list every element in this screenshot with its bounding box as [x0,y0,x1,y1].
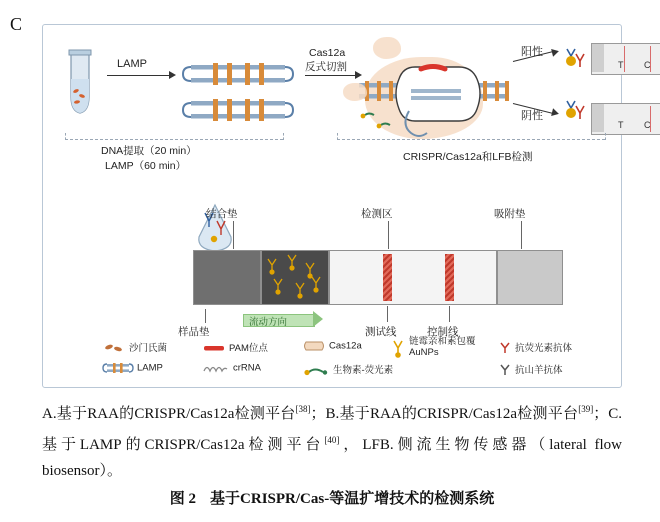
label-sample-pad: 样品垫 [178,326,210,338]
caption-ref-39: [39] [578,404,594,414]
legend-item-aunps [391,336,476,358]
cas12a-arrow [305,75,355,76]
legend [103,336,573,384]
figure-caption [42,396,622,484]
cas12a-step-label-1: Cas12a [309,47,346,59]
label-test-line: 测试线 [365,326,397,338]
figure-panel-c [42,24,651,388]
stage-label-left-1: DNA提取（20 min） [101,145,197,157]
lamp-arrow [107,75,169,76]
legend-label-lamp: LAMP [137,362,163,374]
legend-label-aunps-1: 链霉亲和素包覆 [409,336,476,347]
leader-sample-pad [205,309,206,323]
leader-control-line [449,306,450,322]
aunp-antibody-icon-negative [562,97,588,123]
strip-test-line [383,254,392,301]
legend-item-biotin-fam [303,362,393,376]
caption-part-c: 测平台 [267,437,325,453]
result-strip-negative [591,103,660,135]
legend-label-pam: PAM位点 [229,343,268,354]
caption-sep-2: ；C.基于LAMP的CRISPR/Cas12a检 [42,406,622,453]
strip-nitrocellulose-membrane [329,250,497,305]
lateral-flow-strip [193,250,563,305]
legend-item-anti-fluorescein [499,340,572,354]
strip-test-line-positive [624,46,625,72]
stage-divider-left [65,139,283,140]
crrna-wave-icon [203,362,229,374]
strip-letter-t-negative: T [618,120,624,130]
result-strip-positive [591,43,660,75]
flow-direction-arrowhead-icon [313,311,323,327]
antibody-y-icon-gray [499,364,511,376]
label-absorbent-pad: 吸附垫 [494,208,526,220]
leader-test-line [387,306,388,322]
label-control-line: 控制线 [427,326,459,338]
lamp-step-label: LAMP [117,58,147,70]
cas12a-shape-icon [303,340,325,352]
red-bar-icon [203,343,225,353]
panel-letter: C [10,14,23,34]
lamp-hairpin-product-bottom [183,95,293,125]
legend-label-crrna: crRNA [233,362,261,374]
stage-label-right: CRISPR/Cas12a和LFB检测 [403,151,533,163]
lamp-hairpin-product-top [183,59,293,89]
antibody-y-icon-red [499,342,511,354]
caption-ref-40: [40] [324,435,340,445]
label-flow-direction: 流动方向 [249,317,288,328]
negative-label: 阴性 [521,110,543,122]
figure-number: 图 2 [169,491,197,507]
aunp-antibody-icon [391,336,405,358]
caption-ref-38: [38] [295,404,311,414]
caption-part-c2: ，LFB.侧流生物传感器（lateral flow biosensor）。 [42,437,622,479]
legend-label-cas12a: Cas12a [329,340,362,352]
strip-letter-c-positive: C [644,60,651,70]
biotin-fam-icon [303,364,329,376]
positive-label: 阳性 [521,46,543,58]
label-detection-zone: 检测区 [361,208,393,220]
lamp-arrowhead-icon [169,71,176,79]
label-conjugate-pad: 结合垫 [206,208,238,220]
legend-item-crrna [203,362,261,374]
stage-label-left-2: LAMP（60 min） [105,160,187,172]
strip-letter-c-negative: C [644,120,651,130]
strip-letter-t-positive: T [618,60,624,70]
legend-item-cas12a [303,340,362,352]
legend-item-anti-mountain [499,362,563,376]
figure-title [42,487,622,508]
blob-decoration-top [373,37,401,59]
legend-label-biotin-fam: 生物素-荧光素 [333,365,394,376]
legend-label-anti-mountain: 抗山羊抗体 [515,365,563,376]
caption-part-b: CRISPR/Cas12a检测平台 [417,406,579,422]
lamp-amplicon-icon [103,362,133,374]
strip-control-line [445,254,454,301]
positive-arrowhead-icon [551,47,560,56]
legend-item-salmonella [103,340,167,354]
figure-title-text: 基于CRISPR/Cas-等温扩增技术的检测系统 [210,491,495,507]
leader-absorbent-pad [521,221,522,249]
caption-part-a: A.基于RAA的CRISPR/Cas12a检测平台 [42,406,296,422]
legend-item-lamp [103,362,163,374]
caption-sep-1: ；B.基于RAA的 [310,406,418,422]
sample-tube-icon [61,49,99,113]
legend-label-anti-fluorescein: 抗荧光素抗体 [515,343,573,354]
strip-conjugate-pad [261,250,329,305]
negative-arrowhead-icon [551,108,560,117]
legend-label-aunps-2: AuNPs [409,347,439,358]
strip-sample-pad [193,250,261,305]
cas12a-complex-diagram [359,63,509,141]
stage-divider-right [337,139,605,140]
cas12a-step-label-2: 反式切割 [305,61,347,73]
legend-item-pam [203,340,268,354]
aunp-antibody-icon-positive [562,45,588,71]
legend-label-salmonella: 沙门氏菌 [129,343,168,354]
rod-bacteria-icon [103,343,125,353]
leader-conjugate-pad [233,221,234,249]
strip-absorbent-pad [497,250,563,305]
blob-decoration-left [343,83,367,101]
leader-detection-zone [388,221,389,249]
